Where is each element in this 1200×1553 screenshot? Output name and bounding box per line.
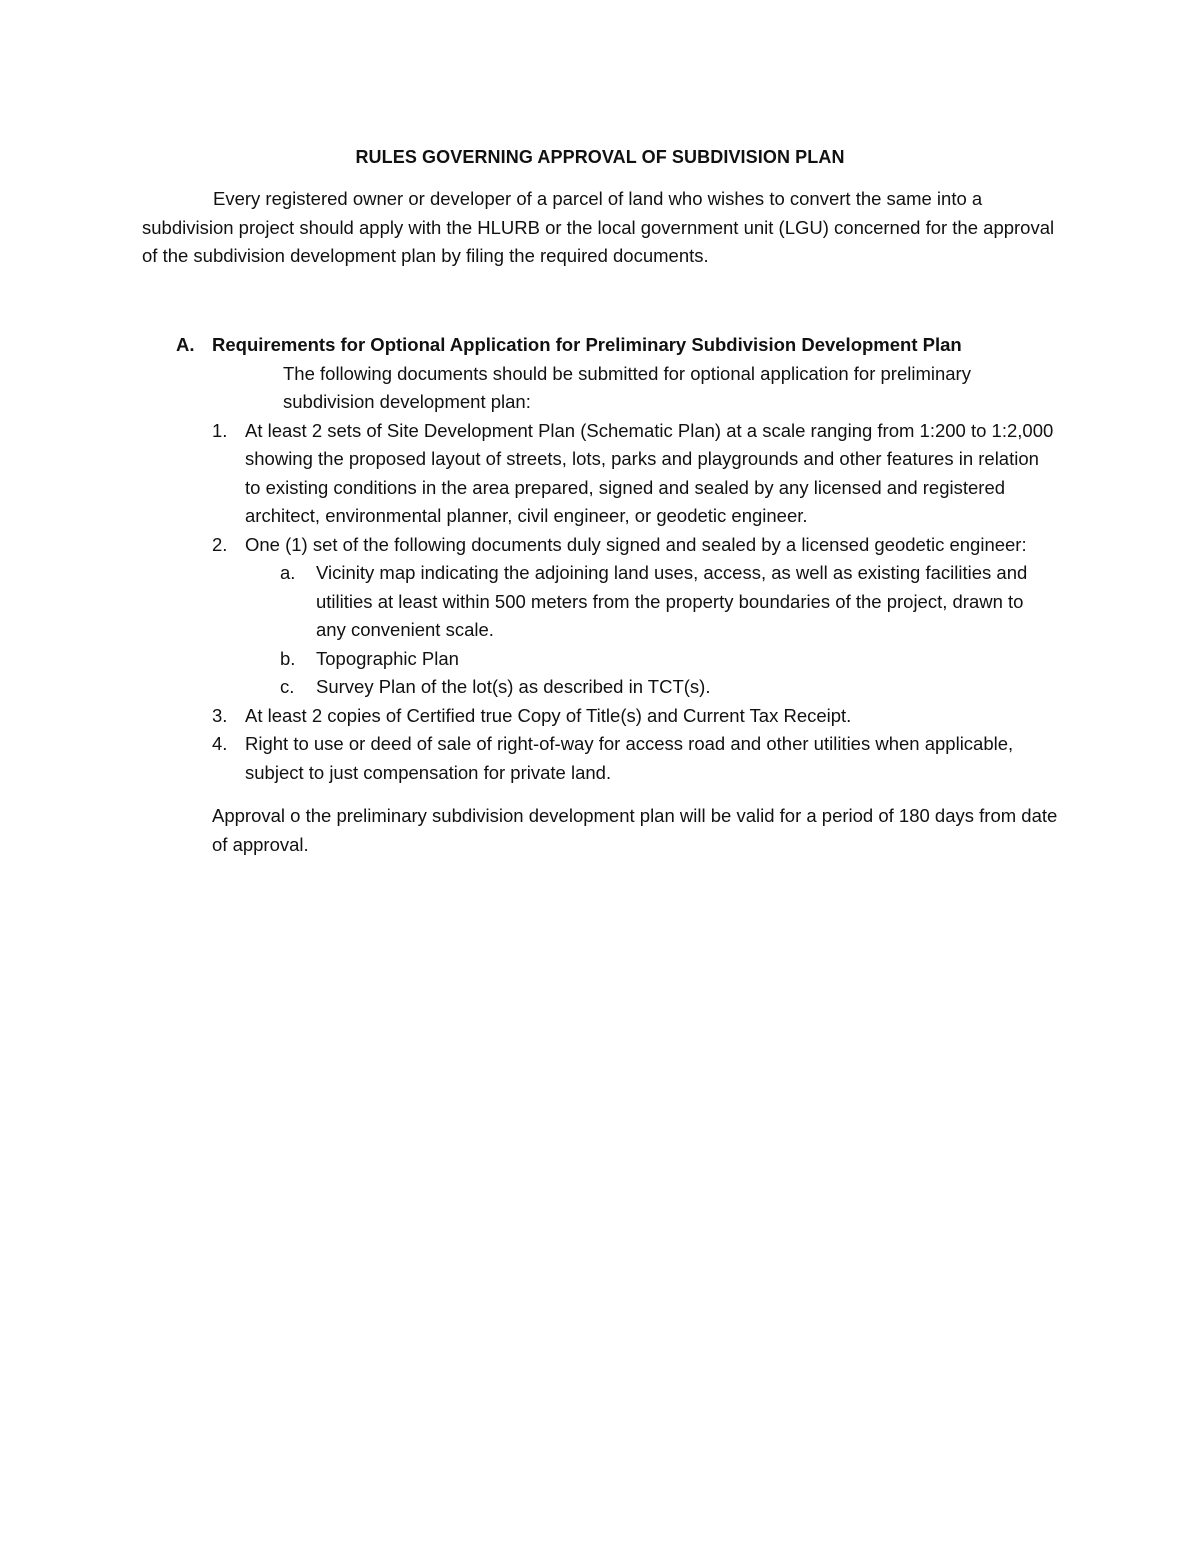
requirement-item — [142, 531, 1055, 702]
requirement-number: 3. — [212, 704, 228, 726]
sub-requirements-list — [245, 559, 1055, 702]
requirements-list — [142, 417, 1062, 788]
section-marker: A. — [176, 334, 195, 355]
section-intro: The following documents should be submitted for optional application for preliminary subdivision development plan: — [283, 362, 971, 412]
requirements-section — [142, 331, 1062, 878]
section-heading-text: Requirements for Optional Application for Preliminary Subdivision Development Plan — [212, 334, 962, 355]
page-title: RULES GOVERNING APPROVAL OF SUBDIVISION PLAN — [355, 147, 845, 167]
requirement-number: 4. — [212, 733, 228, 754]
requirement-item — [142, 417, 1055, 531]
requirement-text: At least 2 copies of Certified true Copy of Title(s) and Current Tax Receipt. — [245, 704, 852, 726]
sub-requirement-text: Survey Plan of the lot(s) as described in TCT(s). — [316, 676, 711, 697]
sub-requirement-letter: c. — [280, 676, 295, 697]
intro-paragraph: Every registered owner or developer of a parcel of land who wishes to convert the same into a subdivision project should apply with the HLURB or the local government unit (LGU) concerned for the approval of the subdivision development plan by filing the required documents. — [142, 188, 1055, 266]
sub-requirement-text: Vicinity map indicating the adjoining land uses, access, as well as existing facilities and utilities at least within 500 meters from the property boundaries of the project, drawn to any convenient scale. — [316, 562, 1028, 640]
sub-requirement-item — [245, 673, 1056, 702]
requirement-number: 2. — [212, 533, 228, 555]
section-heading — [142, 331, 1062, 360]
requirement-text: Right to use or deed of sale of right-of-way for access road and other utilities when applicable, subject to just compensation for private land. — [245, 733, 1014, 783]
requirement-item — [142, 730, 1055, 787]
requirement-text: At least 2 sets of Site Development Plan (Schematic Plan) at a scale ranging from 1:200 to 1:2,000 showing the proposed layout of streets, lots, parks and playgrounds and other features in relation to existing conditions in the area prepared, signed and sealed by any licensed and registered architect, environmental planner, civil engineer, or geodetic engineer. — [245, 419, 1054, 526]
sub-requirement-letter: b. — [280, 647, 296, 669]
sub-requirement-item — [245, 645, 1056, 674]
requirement-text: One (1) set of the following documents duly signed and sealed by a licensed geodetic engineer: — [245, 533, 1027, 555]
closing-paragraph: Approval o the preliminary subdivision development plan will be valid for a period of 180 days from date of approval. — [212, 805, 1058, 855]
requirement-number: 1. — [212, 419, 228, 441]
sub-requirement-item — [245, 559, 1056, 645]
requirement-item — [142, 702, 1055, 731]
sub-requirement-text: Topographic Plan — [316, 647, 459, 669]
sub-requirement-letter: a. — [280, 562, 296, 583]
